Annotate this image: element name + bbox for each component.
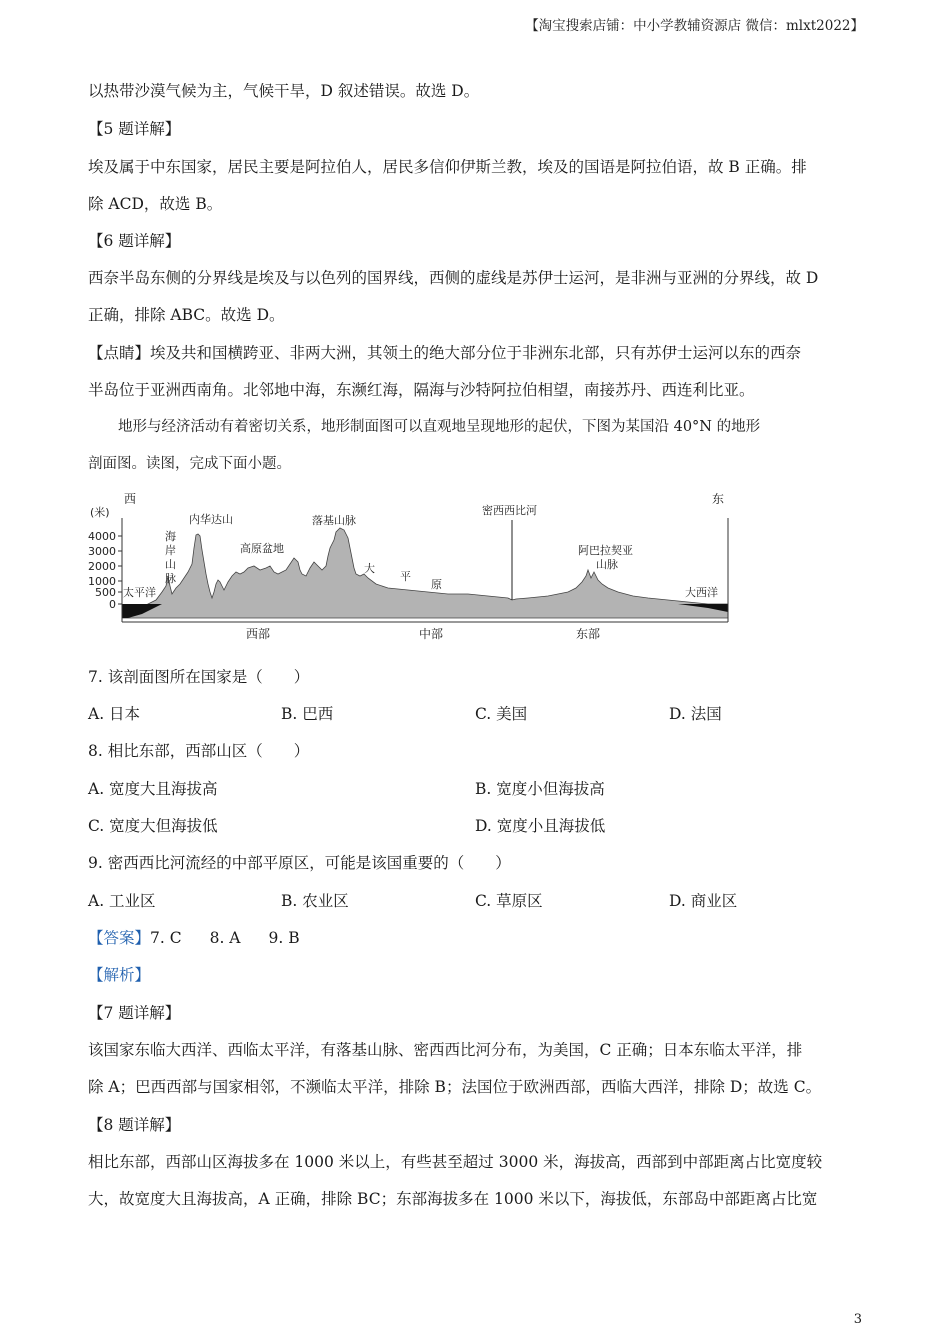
option: A. 宽度大且海拔高 — [88, 780, 218, 798]
plain-label: 平 — [400, 570, 411, 583]
text-line: 大，故宽度大且海拔高，A 正确，排除 BC；东部海拔多在 1000 米以下，海拔低，东部岛中部距离占比宽 — [88, 1190, 818, 1208]
question-stem: 7. 该剖面图所在国家是（ ） — [88, 668, 310, 686]
option: A. 工业区 — [88, 892, 156, 910]
option: B. 巴西 — [281, 705, 334, 723]
rocky-label: 落基山脉 — [312, 514, 356, 527]
pacific-label: 太平洋 — [123, 586, 156, 599]
intro-text: 剖面图。读图，完成下面小题。 — [88, 456, 291, 472]
option: B. 农业区 — [281, 892, 349, 910]
text-line: 除 A；巴西西部与国家相邻，不濒临太平洋，排除 B；法国位于欧洲西部，西临大西洋，排除 D；故选 C。 — [88, 1078, 822, 1096]
option: C. 宽度大但海拔低 — [88, 817, 218, 835]
mississippi-label: 密西西比河 — [482, 504, 537, 517]
region-west-label: 西部 — [246, 627, 271, 641]
terrain-profile-figure — [88, 488, 738, 648]
west-label: 西 — [124, 492, 137, 506]
section-heading: 【5 题详解】 — [88, 120, 181, 138]
region-mid-label: 中部 — [419, 627, 444, 641]
y-tick-label: 500 — [95, 586, 116, 599]
text-line: 该国家东临大西洋、西临太平洋，有落基山脉、密西西比河分布，为美国，C 正确；日本东临太平洋，排 — [88, 1041, 803, 1059]
nevada-label: 内华达山 — [189, 513, 233, 526]
option: B. 宽度小但海拔高 — [475, 780, 605, 798]
coast-range-label: 脉 — [165, 572, 176, 585]
coast-range-label: 海 — [165, 530, 176, 543]
east-label: 东 — [712, 492, 725, 506]
option: A. 日本 — [88, 705, 141, 723]
option: D. 宽度小且海拔低 — [475, 817, 606, 835]
option: C. 美国 — [475, 705, 528, 723]
text-line: 除 ACD，故选 B。 — [88, 195, 223, 213]
appalachian-label: 阿巴拉契亚 — [578, 544, 633, 557]
text-line: 半岛位于亚洲西南角。北邻地中海，东濒红海，隔海与沙特阿拉伯相望，南接苏丹、西连利比亚。 — [88, 381, 755, 399]
text-line: 正确，排除 ABC。故选 D。 — [88, 306, 285, 324]
appalachian-label: 山脉 — [596, 558, 618, 571]
y-tick-label: 4000 — [88, 530, 116, 543]
y-tick-label: 0 — [109, 598, 116, 611]
text-line: 【点睛】埃及共和国横跨亚、非两大洲，其领土的绝大部分位于非洲东北部，只有苏伊士运河以东的西奈 — [88, 344, 802, 362]
answer-item: 9. B — [268, 929, 300, 947]
y-tick-label: 2000 — [88, 560, 116, 573]
option: C. 草原区 — [475, 892, 543, 910]
answer-line — [88, 927, 300, 949]
text-line: 埃及属于中东国家，居民主要是阿拉伯人，居民多信仰伊斯兰教，埃及的国语是阿拉伯语，故 B 正确。排 — [88, 158, 807, 176]
answer-label: 【答案】 — [88, 929, 151, 947]
page-header: 【淘宝搜索店铺：中小学教辅资源店 微信：mlxt2022】 — [525, 18, 864, 34]
question-stem: 8. 相比东部，西部山区（ ） — [88, 742, 310, 760]
option: D. 商业区 — [669, 892, 738, 910]
y-tick-label: 3000 — [88, 545, 116, 558]
plain-label: 大 — [364, 562, 375, 575]
answer-item: 7. C — [150, 929, 182, 947]
y-tick-label: 1000 — [88, 575, 116, 588]
section-heading: 【7 题详解】 — [88, 1004, 181, 1022]
unit-label: (米) — [90, 506, 110, 519]
question-stem: 9. 密西西比河流经的中部平原区，可能是该国重要的（ ） — [88, 854, 511, 872]
atlantic-label: 大西洋 — [685, 586, 718, 599]
intro-text: 地形与经济活动有着密切关系，地形制面图可以直观地呈现地形的起伏，下图为某国沿 40°N 的地形 — [118, 419, 761, 435]
region-east-label: 东部 — [576, 627, 601, 641]
answer-item: 8. A — [209, 929, 241, 947]
text-line: 西奈半岛东侧的分界线是埃及与以色列的国界线，西侧的虚线是苏伊士运河，是非洲与亚洲的分界线，故 D — [88, 269, 819, 287]
plain-label: 原 — [431, 578, 442, 591]
text-line: 相比东部，西部山区海拔多在 1000 米以上，有些甚至超过 3000 米，海拔高，西部到中部距离占比宽度较 — [88, 1153, 823, 1171]
section-heading: 【8 题详解】 — [88, 1116, 181, 1134]
coast-range-label: 山 — [165, 558, 176, 571]
section-heading: 【6 题详解】 — [88, 232, 181, 250]
option: D. 法国 — [669, 705, 722, 723]
coast-range-label: 岸 — [165, 544, 176, 557]
text-line: 以热带沙漠气候为主，气候干旱，D 叙述错误。故选 D。 — [88, 82, 480, 100]
analysis-label: 【解析】 — [88, 966, 151, 984]
terrain-profile — [122, 528, 728, 618]
page-number: 3 — [853, 1312, 862, 1327]
basin-label: 高原盆地 — [240, 542, 284, 555]
